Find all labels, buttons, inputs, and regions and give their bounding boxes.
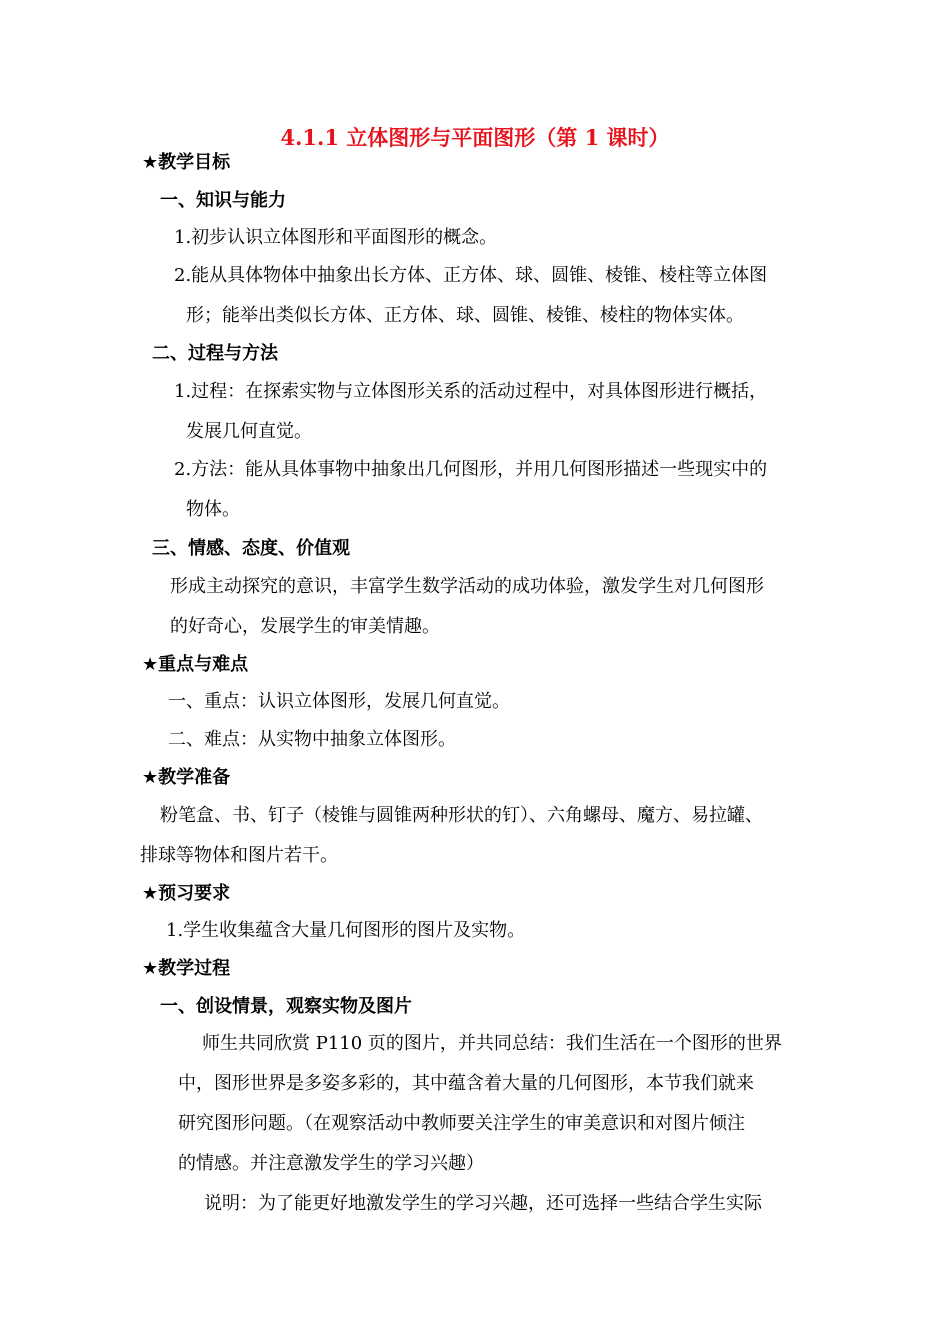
- paragraph-line: 二、难点：从实物中抽象立体图形。: [168, 729, 456, 750]
- paragraph-line: 形；能举出类似长方体、正方体、球、圆锥、棱锥、棱柱的物体实体。: [186, 305, 744, 326]
- paragraph-line: 说明：为了能更好地激发学生的学习兴趣，还可选择一些结合学生实际: [204, 1193, 762, 1214]
- paragraph-line: 发展几何直觉。: [186, 421, 312, 442]
- paragraph-line: 粉笔盒、书、钉子（棱锥与圆锥两种形状的钉）、六角螺母、魔方、易拉罐、: [160, 805, 763, 826]
- paragraph-line: 2.能从具体物体中抽象出长方体、正方体、球、圆锥、棱锥、棱柱等立体图: [174, 265, 768, 286]
- section-heading-key-points: ★重点与难点: [142, 654, 249, 675]
- section-heading-preview: ★预习要求: [142, 883, 231, 904]
- paragraph-line: 1.初步认识立体图形和平面图形的概念。: [174, 227, 498, 248]
- document-title: 4.1.1 立体图形与平面图形（第 1 课时）: [280, 125, 670, 150]
- paragraph-line: 2.方法：能从具体事物中抽象出几何图形，并用几何图形描述一些现实中的: [174, 459, 768, 480]
- paragraph-line: 形成主动探究的意识，丰富学生数学活动的成功体验，激发学生对几何图形: [170, 576, 764, 597]
- paragraph-line: 一、重点：认识立体图形，发展几何直觉。: [168, 691, 510, 712]
- subheading-scenario: 一、创设情景，观察实物及图片: [160, 996, 412, 1017]
- section-heading-process: ★教学过程: [142, 958, 231, 979]
- paragraph-line: 研究图形问题。（在观察活动中教师要关注学生的审美意识和对图片倾注: [178, 1113, 745, 1134]
- paragraph-line: 排球等物体和图片若干。: [140, 845, 338, 866]
- paragraph-line: 物体。: [186, 499, 240, 520]
- paragraph-line: 中，图形世界是多姿多彩的，其中蕴含着大量的几何图形，本节我们就来: [178, 1073, 754, 1094]
- paragraph-line: 师生共同欣赏 P110 页的图片，并共同总结：我们生活在一个图形的世界: [202, 1033, 782, 1054]
- paragraph-line: 的好奇心，发展学生的审美情趣。: [170, 616, 440, 637]
- section-heading-preparation: ★教学准备: [142, 767, 231, 788]
- subheading-knowledge: 一、知识与能力: [160, 190, 286, 211]
- section-heading-objectives: ★教学目标: [142, 152, 231, 173]
- paragraph-line: 1.学生收集蕴含大量几何图形的图片及实物。: [166, 920, 526, 941]
- subheading-process: 二、过程与方法: [152, 343, 278, 364]
- paragraph-line: 的情感。并注意激发学生的学习兴趣）: [178, 1153, 484, 1174]
- subheading-attitude: 三、情感、态度、价值观: [152, 538, 350, 559]
- paragraph-line: 1.过程：在探索实物与立体图形关系的活动过程中，对具体图形进行概括，: [174, 381, 768, 402]
